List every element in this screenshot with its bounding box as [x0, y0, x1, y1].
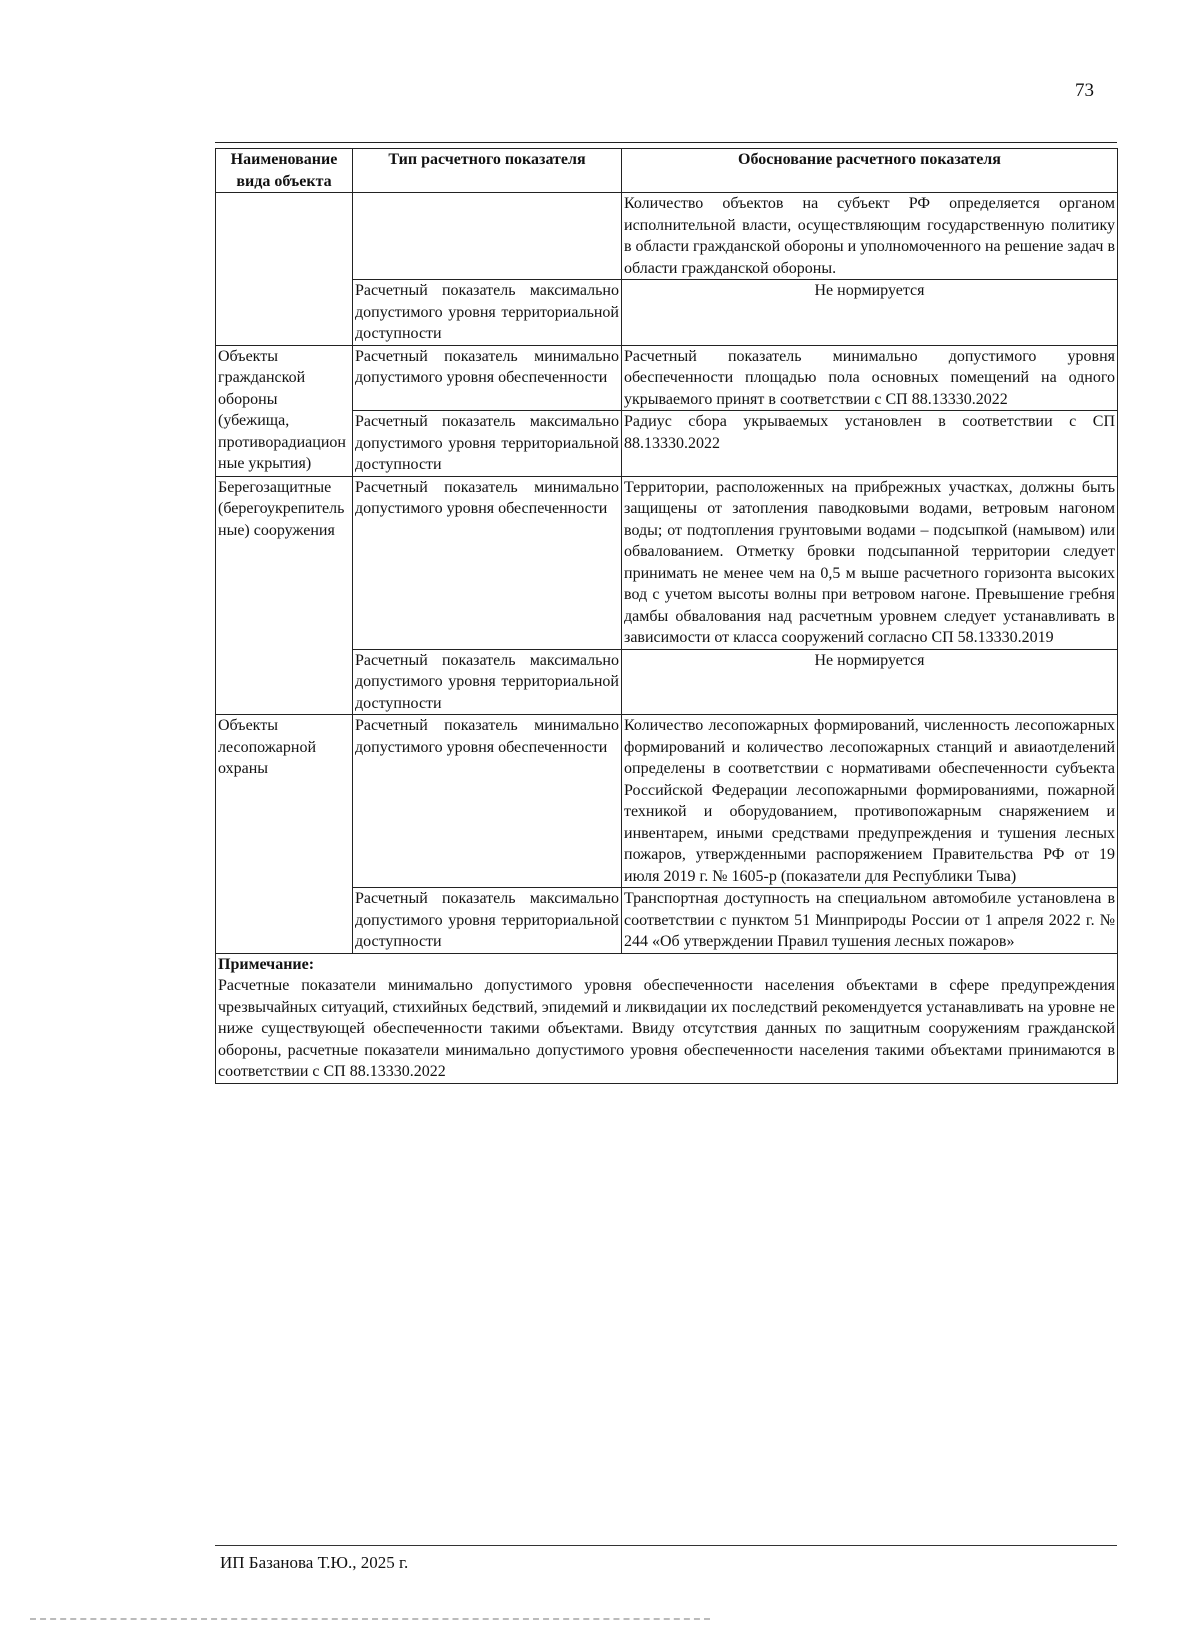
- object-name-cell: Берегозащитные (берегоукрепительные) сооружения: [216, 476, 353, 715]
- indicator-basis-cell: Транспортная доступность на специальном автомобиле установлена в соответствии с пунктом 51 Минприроды России от 1 апреля 2022 г. № 244 «Об утверждении Правил тушения лесных пожаров»: [622, 888, 1118, 954]
- indicator-basis-cell: Количество лесопожарных формирований, численность лесопожарных формирований и количество лесопожарных станций и авиаотделений определены в соответствии с нормативами обеспеченности субъекта Российской Федерации лесопожарными формированиями, пожарной техникой и оборудованием, противопожарным снаряжением и инвентарем, иными средствами предупреждения и тушения лесных пожаров, утвержденными распоряжением Правительства РФ от 19 июля 2019 г. № 1605-р (показатели для Республики Тыва): [622, 715, 1118, 888]
- indicator-basis-cell: Количество объектов на субъект РФ определяется органом исполнительной власти, осуществляющим государственную политику в области гражданской обороны и уполномоченного на решение задач в области гражданской обороны.: [622, 193, 1118, 280]
- header-indicator-basis: Обоснование расчетного показателя: [622, 149, 1118, 193]
- indicator-type-cell: Расчетный показатель минимально допустимого уровня обеспеченности: [353, 715, 622, 888]
- normatives-table: [215, 148, 1118, 1084]
- object-name-cell: Объекты гражданской обороны (убежища, противорадиационные укрытия): [216, 345, 353, 476]
- scan-artifact-line: [30, 1618, 710, 1620]
- indicator-basis-cell: Не нормируется: [622, 280, 1118, 346]
- top-rule: [215, 142, 1117, 143]
- table-row: [216, 345, 1118, 411]
- indicator-type-cell: Расчетный показатель минимально допустимого уровня обеспеченности: [353, 345, 622, 411]
- note-cell: [216, 953, 1118, 1083]
- indicator-type-cell: [353, 193, 622, 280]
- indicator-type-cell: Расчетный показатель максимально допустимого уровня территориальной доступности: [353, 649, 622, 715]
- object-name-cell: Объекты лесопожарной охраны: [216, 715, 353, 954]
- object-name-cell: [216, 193, 353, 346]
- indicator-type-cell: Расчетный показатель максимально допустимого уровня территориальной доступности: [353, 411, 622, 477]
- indicator-basis-cell: Расчетный показатель минимально допустимого уровня обеспеченности площадью пола основных помещений на одного укрываемого принят в соответствии с СП 88.13330.2022: [622, 345, 1118, 411]
- header-indicator-type: Тип расчетного показателя: [353, 149, 622, 193]
- page-number: 73: [1075, 80, 1094, 101]
- indicator-basis-cell: Территории, расположенных на прибрежных участках, должны быть защищены от затопления паводковыми водами, ветровым нагоном воды; от подтопления грунтовыми водами – подсыпкой (намывом) или обвалованием. Отметку бровки подсыпанной территории следует принимать не менее чем на 0,5 м выше расчетного горизонта высоких вод с учетом высоты волны при ветровом нагоне. Превышение гребня дамбы обвалования над расчетным уровнем следует устанавливать в зависимости от класса сооружений согласно СП 58.13330.2019: [622, 476, 1118, 649]
- table-row: [216, 193, 1118, 280]
- table-row: [216, 715, 1118, 888]
- indicator-basis-cell: Не нормируется: [622, 649, 1118, 715]
- header-object-name: Наименование вида объекта: [216, 149, 353, 193]
- table-row: [216, 476, 1118, 649]
- indicator-type-cell: Расчетный показатель минимально допустимого уровня обеспеченности: [353, 476, 622, 649]
- page-footer: ИП Базанова Т.Ю., 2025 г.: [220, 1553, 409, 1572]
- indicator-type-cell: Расчетный показатель максимально допустимого уровня территориальной доступности: [353, 280, 622, 346]
- note-text: Расчетные показатели минимально допустимого уровня обеспеченности населения объектами в сфере предупреждения чрезвычайных ситуаций, стихийных бедствий, эпидемий и ликвидации их последствий рекомендуется устанавливать на уровне не ниже существующей обеспеченности такими объектами. Ввиду отсутствия данных по защитным сооружениям гражданской обороны, расчетные показатели минимально допустимого уровня обеспеченности населения такими объектами принимаются в соответствии с СП 88.13330.2022: [218, 977, 1115, 1080]
- note-title: Примечание:: [218, 955, 315, 973]
- indicator-type-cell: Расчетный показатель максимально допустимого уровня территориальной доступности: [353, 888, 622, 954]
- indicator-basis-cell: Радиус сбора укрываемых установлен в соответствии с СП 88.13330.2022: [622, 411, 1118, 477]
- footer-rule: [215, 1545, 1117, 1546]
- table-header-row: [216, 149, 1118, 193]
- note-row: [216, 953, 1118, 1083]
